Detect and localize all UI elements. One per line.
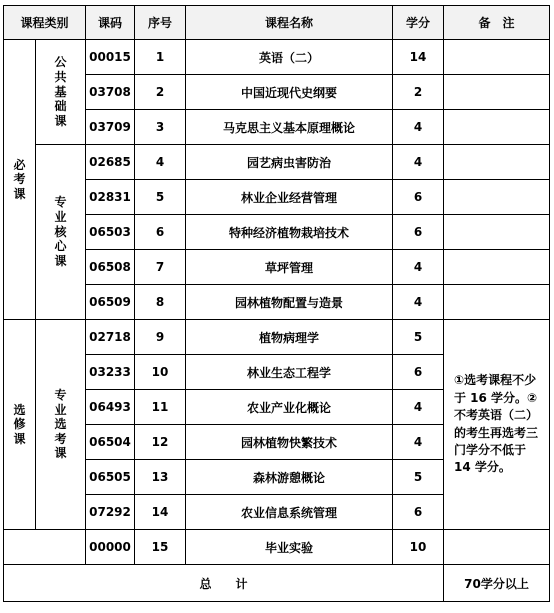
course-seq: 10 xyxy=(135,355,186,390)
total-row xyxy=(4,565,550,602)
course-credit: 6 xyxy=(393,495,444,530)
table-row xyxy=(4,40,550,75)
course-name: 草坪管理 xyxy=(186,250,393,285)
course-credit: 6 xyxy=(393,215,444,250)
course-code: 06508 xyxy=(86,250,135,285)
course-code: 06503 xyxy=(86,215,135,250)
course-name: 中国近现代史纲要 xyxy=(186,75,393,110)
course-name: 特种经济植物栽培技术 xyxy=(186,215,393,250)
group-core: 专业核心课 xyxy=(36,145,86,320)
cropped-footnote xyxy=(8,600,548,613)
header-code: 课码 xyxy=(86,6,135,40)
course-code: 02718 xyxy=(86,320,135,355)
header-remark: 备 注 xyxy=(444,6,550,40)
course-remark xyxy=(444,530,550,565)
total-label: 总 计 xyxy=(4,565,444,602)
course-seq: 3 xyxy=(135,110,186,145)
course-code: 02831 xyxy=(86,180,135,215)
course-code: 07292 xyxy=(86,495,135,530)
course-credit: 4 xyxy=(393,145,444,180)
course-seq: 15 xyxy=(135,530,186,565)
course-name: 农业信息系统管理 xyxy=(186,495,393,530)
course-code: 00015 xyxy=(86,40,135,75)
header-name: 课程名称 xyxy=(186,6,393,40)
course-remark xyxy=(444,250,550,285)
table-row xyxy=(4,180,550,215)
course-remark xyxy=(444,215,550,250)
elective-note: ①选考课程不少于 16 学分。②不考英语（二）的考生再选考三门学分不低于 14 学分。 xyxy=(444,320,550,530)
course-seq: 11 xyxy=(135,390,186,425)
course-remark xyxy=(444,180,550,215)
course-credit: 4 xyxy=(393,250,444,285)
group-elective-sub: 专业选考课 xyxy=(36,320,86,530)
course-seq: 13 xyxy=(135,460,186,495)
group-public: 公共基础课 xyxy=(36,40,86,145)
course-seq: 9 xyxy=(135,320,186,355)
course-code: 03709 xyxy=(86,110,135,145)
group-required: 必考课 xyxy=(4,40,36,320)
course-credit: 6 xyxy=(393,180,444,215)
course-name: 植物病理学 xyxy=(186,320,393,355)
course-seq: 4 xyxy=(135,145,186,180)
course-seq: 2 xyxy=(135,75,186,110)
course-name: 林业企业经营管理 xyxy=(186,180,393,215)
header-credit: 学分 xyxy=(393,6,444,40)
course-credit: 2 xyxy=(393,75,444,110)
cropped-footnote-text xyxy=(8,607,548,613)
table-row xyxy=(4,250,550,285)
course-code: 06505 xyxy=(86,460,135,495)
course-credit: 10 xyxy=(393,530,444,565)
course-name: 园艺病虫害防治 xyxy=(186,145,393,180)
course-credit: 4 xyxy=(393,390,444,425)
course-name: 毕业实验 xyxy=(186,530,393,565)
course-seq: 5 xyxy=(135,180,186,215)
course-code: 06504 xyxy=(86,425,135,460)
table-row xyxy=(4,110,550,145)
course-name: 园林植物快繁技术 xyxy=(186,425,393,460)
course-credit: 4 xyxy=(393,285,444,320)
course-code: 06509 xyxy=(86,285,135,320)
course-seq: 14 xyxy=(135,495,186,530)
course-code: 02685 xyxy=(86,145,135,180)
course-name: 马克思主义基本原理概论 xyxy=(186,110,393,145)
table-row xyxy=(4,75,550,110)
course-remark xyxy=(444,110,550,145)
course-credit: 6 xyxy=(393,355,444,390)
course-code: 00000 xyxy=(86,530,135,565)
course-name: 森林游憩概论 xyxy=(186,460,393,495)
table-row xyxy=(4,215,550,250)
course-remark xyxy=(444,285,550,320)
course-name: 园林植物配置与造景 xyxy=(186,285,393,320)
course-name: 林业生态工程学 xyxy=(186,355,393,390)
course-seq: 7 xyxy=(135,250,186,285)
course-code: 03233 xyxy=(86,355,135,390)
course-remark xyxy=(444,75,550,110)
course-credit: 4 xyxy=(393,110,444,145)
course-seq: 1 xyxy=(135,40,186,75)
group-elective: 选修课 xyxy=(4,320,36,530)
course-seq: 8 xyxy=(135,285,186,320)
course-credit: 5 xyxy=(393,320,444,355)
course-table xyxy=(3,5,550,602)
course-credit: 5 xyxy=(393,460,444,495)
table-row xyxy=(4,145,550,180)
table-row xyxy=(4,285,550,320)
course-seq: 12 xyxy=(135,425,186,460)
header-category: 课程类别 xyxy=(4,6,86,40)
empty-category xyxy=(4,530,86,565)
course-code: 03708 xyxy=(86,75,135,110)
course-name: 农业产业化概论 xyxy=(186,390,393,425)
table-row xyxy=(4,530,550,565)
course-seq: 6 xyxy=(135,215,186,250)
table-row xyxy=(4,320,550,355)
course-credit: 14 xyxy=(393,40,444,75)
course-credit: 4 xyxy=(393,425,444,460)
course-remark xyxy=(444,40,550,75)
header-seq: 序号 xyxy=(135,6,186,40)
total-value: 70学分以上 xyxy=(444,565,550,602)
course-remark xyxy=(444,145,550,180)
course-name: 英语（二） xyxy=(186,40,393,75)
course-code: 06493 xyxy=(86,390,135,425)
